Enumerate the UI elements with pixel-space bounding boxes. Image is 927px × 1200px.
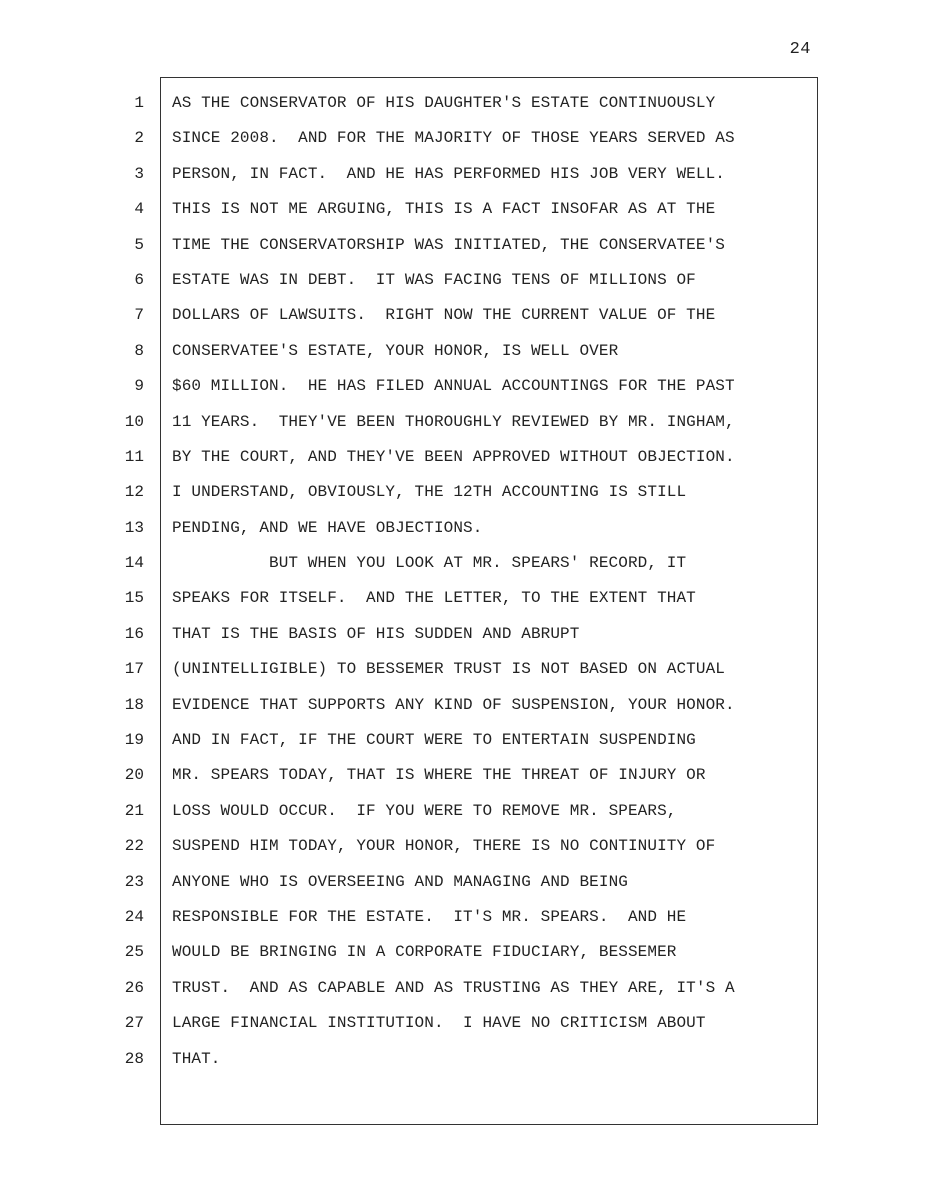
line-number: 15 xyxy=(124,589,144,608)
line-number: 3 xyxy=(134,164,144,183)
line-number: 22 xyxy=(124,837,144,856)
line-number: 18 xyxy=(124,695,144,714)
transcript-line: TRUST. AND AS CAPABLE AND AS TRUSTING AS THEY ARE, IT'S A xyxy=(172,978,735,997)
transcript-line: SINCE 2008. AND FOR THE MAJORITY OF THOSE YEARS SERVED AS xyxy=(172,129,735,148)
line-number: 25 xyxy=(124,943,144,962)
transcript-text xyxy=(172,86,812,1077)
transcript-line: PENDING, AND WE HAVE OBJECTIONS. xyxy=(172,518,483,537)
transcript-line: $60 MILLION. HE HAS FILED ANNUAL ACCOUNTINGS FOR THE PAST xyxy=(172,377,735,396)
line-number: 10 xyxy=(124,412,144,431)
transcript-line: AS THE CONSERVATOR OF HIS DAUGHTER'S ESTATE CONTINUOUSLY xyxy=(172,94,716,112)
line-number: 14 xyxy=(124,554,144,573)
line-number: 9 xyxy=(134,377,144,396)
transcript-line: PERSON, IN FACT. AND HE HAS PERFORMED HIS JOB VERY WELL. xyxy=(172,164,725,183)
transcript-line: THIS IS NOT ME ARGUING, THIS IS A FACT INSOFAR AS AT THE xyxy=(172,200,716,219)
line-number: 17 xyxy=(124,660,144,679)
transcript-line: WOULD BE BRINGING IN A CORPORATE FIDUCIARY, BESSEMER xyxy=(172,943,677,962)
transcript-line: 11 YEARS. THEY'VE BEEN THOROUGHLY REVIEWED BY MR. INGHAM, xyxy=(172,412,735,431)
line-number: 19 xyxy=(124,731,144,750)
transcript-line: THAT. xyxy=(172,1049,221,1068)
transcript-line: SUSPEND HIM TODAY, YOUR HONOR, THERE IS NO CONTINUITY OF xyxy=(172,837,716,856)
line-number: 23 xyxy=(124,872,144,891)
line-number: 6 xyxy=(134,270,144,289)
transcript-line: TIME THE CONSERVATORSHIP WAS INITIATED, THE CONSERVATEE'S xyxy=(172,235,725,254)
line-number: 16 xyxy=(124,624,144,643)
transcript-line: LOSS WOULD OCCUR. IF YOU WERE TO REMOVE MR. SPEARS, xyxy=(172,801,677,820)
transcript-line: THAT IS THE BASIS OF HIS SUDDEN AND ABRUPT xyxy=(172,624,580,643)
page-number: 24 xyxy=(789,40,811,59)
line-number: 7 xyxy=(134,306,144,325)
transcript-line: DOLLARS OF LAWSUITS. RIGHT NOW THE CURRENT VALUE OF THE xyxy=(172,306,716,325)
line-number-column xyxy=(104,86,144,1077)
transcript-line: BY THE COURT, AND THEY'VE BEEN APPROVED WITHOUT OBJECTION. xyxy=(172,447,735,466)
line-number: 4 xyxy=(134,200,144,219)
line-number: 24 xyxy=(124,907,144,926)
line-number: 20 xyxy=(124,766,144,785)
transcript-line: I UNDERSTAND, OBVIOUSLY, THE 12TH ACCOUNTING IS STILL xyxy=(172,483,687,502)
transcript-line: RESPONSIBLE FOR THE ESTATE. IT'S MR. SPEARS. AND HE xyxy=(172,907,687,926)
line-number: 11 xyxy=(124,447,144,466)
transcript-line: AND IN FACT, IF THE COURT WERE TO ENTERTAIN SUSPENDING xyxy=(172,731,696,750)
line-number: 13 xyxy=(124,518,144,537)
line-number: 2 xyxy=(134,129,144,148)
line-number: 21 xyxy=(124,801,144,820)
line-number: 1 xyxy=(134,94,144,112)
transcript-line: SPEAKS FOR ITSELF. AND THE LETTER, TO THE EXTENT THAT xyxy=(172,589,696,608)
transcript-line-indented: BUT WHEN YOU LOOK AT MR. SPEARS' RECORD, IT xyxy=(269,554,687,573)
line-number: 26 xyxy=(124,978,144,997)
transcript-line: EVIDENCE THAT SUPPORTS ANY KIND OF SUSPENSION, YOUR HONOR. xyxy=(172,695,735,714)
line-number: 27 xyxy=(124,1014,144,1033)
transcript-line: CONSERVATEE'S ESTATE, YOUR HONOR, IS WELL OVER xyxy=(172,341,619,360)
line-number: 28 xyxy=(124,1049,144,1068)
transcript-line: (UNINTELLIGIBLE) TO BESSEMER TRUST IS NOT BASED ON ACTUAL xyxy=(172,660,725,679)
transcript-line: ANYONE WHO IS OVERSEEING AND MANAGING AND BEING xyxy=(172,872,628,891)
transcript-line: LARGE FINANCIAL INSTITUTION. I HAVE NO CRITICISM ABOUT xyxy=(172,1014,706,1033)
line-number: 8 xyxy=(134,341,144,360)
transcript-line: MR. SPEARS TODAY, THAT IS WHERE THE THREAT OF INJURY OR xyxy=(172,766,706,785)
transcript-line: ESTATE WAS IN DEBT. IT WAS FACING TENS OF MILLIONS OF xyxy=(172,270,696,289)
line-number: 12 xyxy=(124,483,144,502)
line-number: 5 xyxy=(134,235,144,254)
